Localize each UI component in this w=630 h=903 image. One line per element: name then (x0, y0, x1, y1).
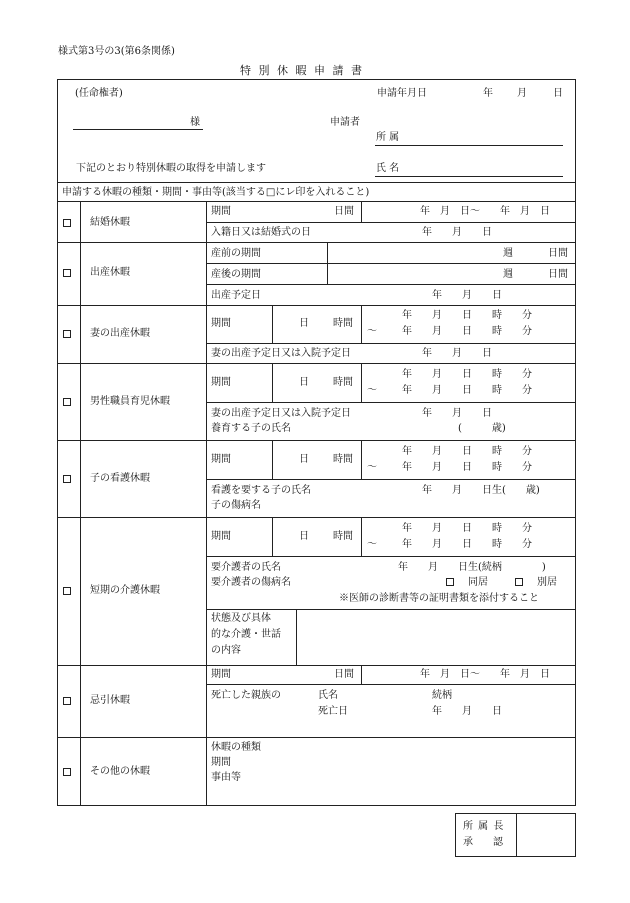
care-injury-label: 要介護者の傷病名 (211, 577, 291, 588)
marriage-period-label: 期間 (211, 206, 231, 217)
postnatal-days[interactable]: 日間 (548, 269, 568, 280)
other-period-label: 期間 (211, 757, 231, 768)
divider (272, 363, 273, 402)
bereavement-range[interactable]: 年 月 日〜 年 月 日 (420, 669, 550, 680)
affiliation-label: 所 属 (376, 132, 400, 143)
other-checkbox[interactable] (63, 768, 71, 776)
marriage-days[interactable]: 日間 (334, 206, 354, 217)
marriage-checkbox[interactable] (63, 219, 71, 227)
prenatal-days[interactable]: 日間 (548, 248, 568, 259)
marriage-entry-date[interactable]: 年 月 日 (422, 227, 492, 238)
postnatal-label: 産後の期間 (211, 269, 261, 280)
child-birth[interactable]: 年 月 日生( 歳) (422, 485, 540, 496)
spouse-birth-checkbox[interactable] (63, 330, 71, 338)
paternity-checkbox[interactable] (63, 398, 71, 406)
other-label: その他の休暇 (90, 766, 150, 777)
nursing-start[interactable]: 年 月 日 時 分 (402, 523, 532, 534)
child-care-hours[interactable]: 時間 (333, 454, 353, 465)
divider (296, 609, 297, 665)
checkbox-column-divider (80, 201, 81, 806)
divider (57, 440, 576, 441)
divider (206, 402, 576, 403)
nursing-hours[interactable]: 時間 (333, 531, 353, 542)
nursing-days[interactable]: 日 (299, 531, 309, 542)
divider (361, 305, 362, 343)
paternity-child-label: 養育する子の氏名 (211, 423, 291, 434)
divider (57, 737, 576, 738)
approval-label-2: 承 認 (463, 837, 503, 848)
bereavement-days[interactable]: 日間 (334, 669, 354, 680)
approval-stamp-field[interactable] (518, 815, 574, 855)
divider (206, 609, 576, 610)
divider (361, 201, 362, 222)
child-injury-label: 子の傷病名 (211, 500, 261, 511)
paternity-end[interactable]: 年 月 日 時 分 (402, 385, 532, 396)
marriage-range[interactable]: 年 月 日〜 年 月 日 (420, 206, 550, 217)
spouse-birth-label: 妻の出産休暇 (90, 328, 150, 339)
divider (361, 440, 362, 479)
name-field[interactable] (375, 176, 563, 177)
bereavement-label: 忌引休暇 (90, 695, 130, 706)
prenatal-label: 産前の期間 (211, 248, 261, 259)
divider (272, 517, 273, 556)
divider (206, 556, 576, 557)
paternity-days[interactable]: 日 (299, 377, 309, 388)
section-header: 申請する休暇の種類・期間・事由等(該当する□にレ印を入れること) (62, 187, 370, 198)
divider (206, 284, 576, 285)
care-state-label-3: の内容 (211, 645, 241, 656)
care-state-label-2: 的な介護・世話 (211, 629, 281, 640)
separate-label: 別居 (537, 577, 557, 588)
page-title: 特 別 休 暇 申 請 書 (240, 64, 364, 77)
statement-text: 下記のとおり特別休暇の取得を申請します (76, 163, 266, 174)
child-care-label: 子の看護休暇 (90, 473, 150, 484)
divider (57, 182, 576, 183)
approval-label-1: 所 属 長 (463, 821, 505, 832)
label-column-divider (206, 201, 207, 806)
care-state-label-1: 状態及び具体 (211, 613, 271, 624)
bereavement-checkbox[interactable] (63, 697, 71, 705)
other-type-label: 休暇の種類 (211, 742, 261, 753)
nursing-checkbox[interactable] (63, 587, 71, 595)
spouse-start[interactable]: 年 月 日 時 分 (402, 310, 532, 321)
nursing-end[interactable]: 年 月 日 時 分 (402, 539, 532, 550)
divider (327, 242, 328, 284)
maternity-checkbox[interactable] (63, 269, 71, 277)
child-care-days[interactable]: 日 (299, 454, 309, 465)
due-date[interactable]: 年 月 日 (432, 290, 502, 301)
spouse-end[interactable]: 年 月 日 時 分 (402, 326, 532, 337)
prenatal-weeks[interactable]: 週 (503, 248, 513, 259)
due-date-label: 出産予定日 (211, 290, 261, 301)
care-relation[interactable]: 年 月 日生(続柄 ) (398, 562, 546, 573)
divider (361, 363, 362, 402)
cohabit-checkbox[interactable] (446, 578, 454, 586)
bereavement-period-label: 期間 (211, 669, 231, 680)
divider (361, 517, 362, 556)
divider (57, 242, 576, 243)
marriage-entry-label: 入籍日又は結婚式の日 (211, 227, 311, 238)
divider (272, 440, 273, 479)
paternity-period-label: 期間 (211, 377, 231, 388)
divider (361, 665, 362, 684)
affiliation-field[interactable] (375, 145, 563, 146)
divider (57, 305, 576, 306)
nursing-period-label: 期間 (211, 531, 231, 542)
spouse-hours[interactable]: 時間 (333, 318, 353, 329)
child-care-start[interactable]: 年 月 日 時 分 (402, 446, 532, 457)
spouse-period-label: 期間 (211, 318, 231, 329)
nursing-label: 短期の介護休暇 (90, 585, 160, 596)
appointer-label: (任命権者) (75, 88, 123, 99)
divider (57, 517, 576, 518)
child-care-tilde: 〜 (367, 462, 377, 473)
child-care-end[interactable]: 年 月 日 時 分 (402, 462, 532, 473)
divider (206, 263, 576, 264)
sama-label: 様 (190, 117, 200, 128)
form-number: 様式第3号の3(第6条関係) (58, 46, 175, 57)
request-date-month[interactable]: 月 (517, 88, 527, 99)
spouse-tilde: 〜 (367, 326, 377, 337)
paternity-label: 男性職員育児休暇 (90, 396, 170, 407)
paternity-due-date[interactable]: 年 月 日 (422, 408, 492, 419)
child-care-checkbox[interactable] (63, 475, 71, 483)
separate-checkbox[interactable] (515, 578, 523, 586)
care-state-field[interactable] (298, 611, 574, 663)
marriage-label: 結婚休暇 (90, 217, 130, 228)
paternity-hours[interactable]: 時間 (333, 377, 353, 388)
paternity-start[interactable]: 年 月 日 時 分 (402, 369, 532, 380)
divider (206, 222, 576, 223)
child-name-label: 看護を要する子の氏名 (211, 485, 311, 496)
divider (57, 363, 576, 364)
divider (516, 813, 517, 857)
name-label: 氏 名 (376, 163, 400, 174)
child-care-period-label: 期間 (211, 454, 231, 465)
spouse-due-label: 妻の出産予定日又は入院予定日 (211, 348, 351, 359)
deceased-label: 死亡した親族の (211, 690, 281, 701)
deceased-relation-label: 続柄 (432, 690, 452, 701)
paternity-child-age[interactable]: ( 歳) (458, 423, 506, 434)
deceased-name-label: 氏名 (318, 690, 338, 701)
divider (272, 305, 273, 343)
postnatal-weeks[interactable]: 週 (503, 269, 513, 280)
paternity-due-label: 妻の出産予定日又は入院予定日 (211, 408, 351, 419)
request-date-year[interactable]: 年 (483, 88, 493, 99)
nursing-tilde: 〜 (367, 539, 377, 550)
certificate-note: ※医師の診断書等の証明書類を添付すること (339, 593, 539, 604)
applicant-label: 申請者 (330, 117, 360, 128)
divider (206, 343, 576, 344)
request-date-label: 申請年月日 (377, 88, 427, 99)
request-date-day[interactable]: 日 (553, 88, 563, 99)
death-date-label: 死亡日 (318, 706, 348, 717)
divider (206, 479, 576, 480)
spouse-due-date[interactable]: 年 月 日 (422, 348, 492, 359)
divider (206, 684, 576, 685)
death-date[interactable]: 年 月 日 (432, 706, 502, 717)
other-reason-label: 事由等 (211, 772, 241, 783)
cohabit-label: 同居 (468, 577, 488, 588)
divider (57, 665, 576, 666)
maternity-label: 出産休暇 (90, 267, 130, 278)
care-name-label: 要介護者の氏名 (211, 562, 281, 573)
paternity-tilde: 〜 (367, 385, 377, 396)
divider (57, 201, 576, 202)
appointer-name-line[interactable] (73, 129, 203, 130)
spouse-days[interactable]: 日 (299, 318, 309, 329)
